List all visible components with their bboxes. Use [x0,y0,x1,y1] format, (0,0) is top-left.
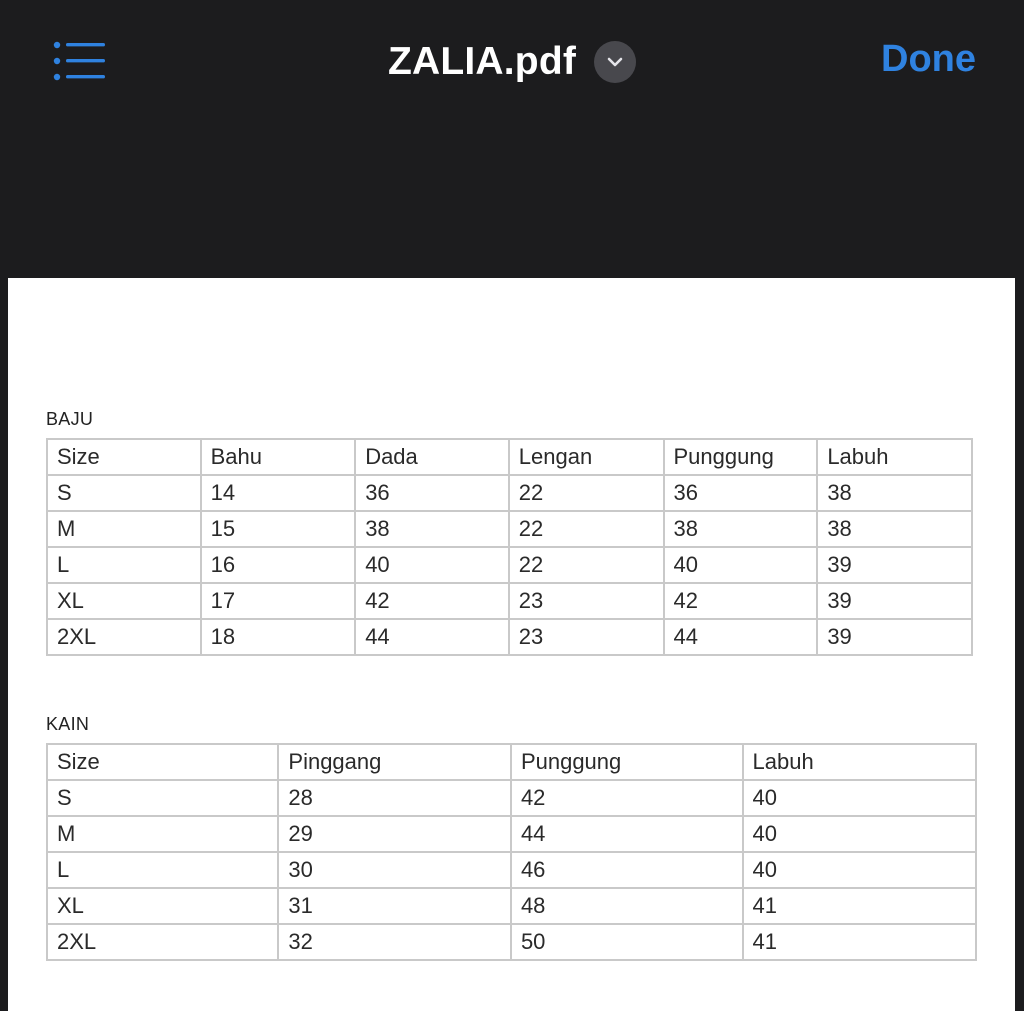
table-cell: 38 [817,511,972,547]
table-cell: 39 [817,547,972,583]
table-row [47,888,976,924]
table-row [47,619,972,655]
table-cell: 44 [355,619,509,655]
table-cell: 50 [511,924,743,960]
table-cell: 32 [278,924,511,960]
table-row [47,852,976,888]
baju-column-header: Bahu [201,439,356,475]
table-cell: 15 [201,511,356,547]
table-cell: M [47,511,201,547]
baju-section-label: BAJU [46,409,94,429]
kain-column-header: Punggung [511,744,743,780]
table-row [47,780,976,816]
baju-column-header: Lengan [509,439,664,475]
table-cell: 42 [355,583,509,619]
table-row [47,583,972,619]
kain-section-label: KAIN [46,714,90,734]
table-cell: 14 [201,475,356,511]
table-cell: 41 [743,924,976,960]
table-cell: 30 [278,852,511,888]
table-cell: 42 [664,583,818,619]
table-cell: XL [47,888,278,924]
table-cell: L [47,547,201,583]
table-cell: L [47,852,278,888]
kain-column-header: Labuh [743,744,976,780]
table-cell: 18 [201,619,356,655]
table-cell: 22 [509,547,664,583]
table-cell: XL [47,583,201,619]
table-cell: 41 [743,888,976,924]
table-cell: 46 [511,852,743,888]
done-button[interactable]: Done [881,38,976,80]
table-cell: S [47,780,278,816]
table-cell: 42 [511,780,743,816]
kain-header-row [47,744,976,780]
table-cell: 17 [201,583,356,619]
title-area [0,36,1024,88]
table-row [47,511,972,547]
table-cell: 40 [743,816,976,852]
baju-column-header: Labuh [817,439,972,475]
table-cell: 39 [817,583,972,619]
pdf-page [8,278,1015,1011]
table-cell: 44 [664,619,818,655]
table-cell: 16 [201,547,356,583]
kain-size-table [46,743,977,961]
table-cell: 44 [511,816,743,852]
table-row [47,924,976,960]
table-cell: 28 [278,780,511,816]
baju-size-table [46,438,973,656]
table-row [47,816,976,852]
table-cell: 36 [664,475,818,511]
baju-column-header: Size [47,439,201,475]
table-cell: M [47,816,278,852]
table-cell: 40 [743,852,976,888]
toolbar [0,0,1024,278]
table-cell: 40 [743,780,976,816]
document-title: ZALIA.pdf [387,40,577,83]
table-cell: 2XL [47,619,201,655]
table-row [47,475,972,511]
kain-column-header: Pinggang [278,744,511,780]
table-cell: 38 [817,475,972,511]
baju-column-header: Punggung [664,439,818,475]
table-cell: 38 [355,511,509,547]
table-cell: 40 [664,547,818,583]
table-cell: 48 [511,888,743,924]
table-cell: 23 [509,619,664,655]
table-cell: 40 [355,547,509,583]
table-cell: 23 [509,583,664,619]
chevron-down-icon [606,56,624,68]
table-cell: 22 [509,511,664,547]
table-cell: 2XL [47,924,278,960]
table-cell: 22 [509,475,664,511]
title-menu-button[interactable] [594,41,636,83]
table-cell: 29 [278,816,511,852]
table-cell: 36 [355,475,509,511]
baju-header-row [47,439,972,475]
window-edge [1015,278,1024,1011]
kain-column-header: Size [47,744,278,780]
table-cell: 31 [278,888,511,924]
table-row [47,547,972,583]
table-cell: 38 [664,511,818,547]
table-cell: S [47,475,201,511]
baju-column-header: Dada [355,439,509,475]
table-cell: 39 [817,619,972,655]
